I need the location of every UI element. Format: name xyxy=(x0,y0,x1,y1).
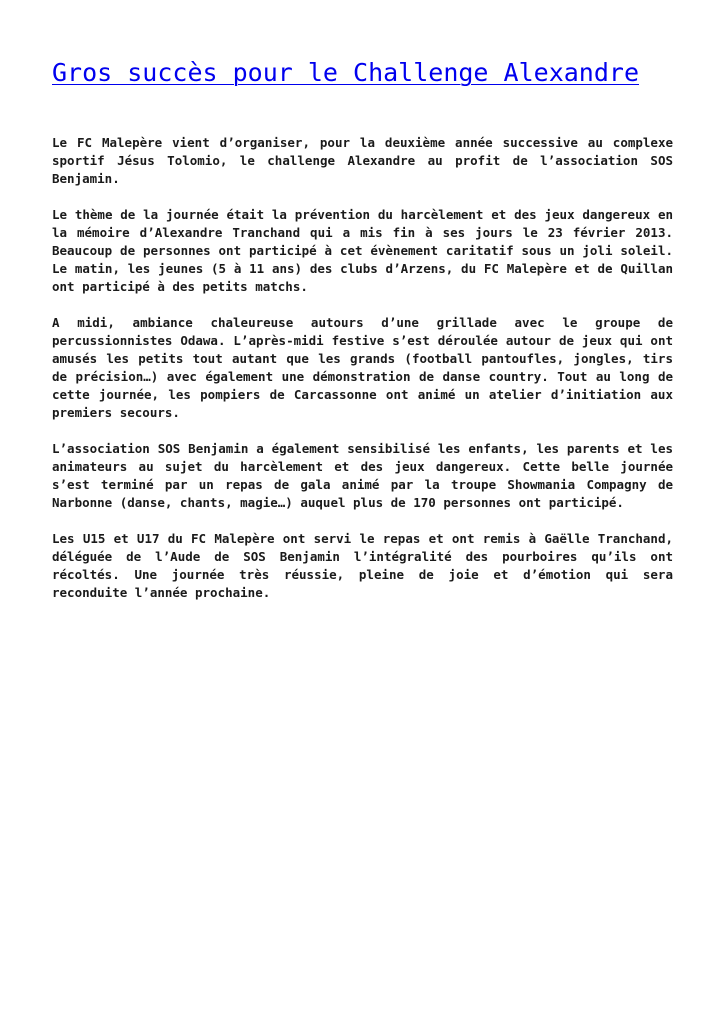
article-paragraph: L’association SOS Benjamin a également sensibilisé les enfants, les parents et les animateurs au sujet du harcèlement et des jeux dangereux. Cette belle journée s’est terminé par un repas de gala animé par la troupe Showmania Compagny de Narbonne (danse, chants, magie…) auquel plus de 170 personnes ont participé. xyxy=(52,441,673,510)
article-paragraph: Les U15 et U17 du FC Malepère ont servi le repas et ont remis à Gaëlle Tranchand, déléguée de l’Aude de SOS Benjamin l’intégralité des pourboires qu’ils ont récoltés. Une journée très réussie, pleine de joie et d’émotion qui sera reconduite l’année prochaine. xyxy=(52,531,673,600)
article-paragraph: Le FC Malepère vient d’organiser, pour la deuxième année successive au complexe sportif Jésus Tolomio, le challenge Alexandre au profit de l’association SOS Benjamin. xyxy=(52,135,673,186)
article-body xyxy=(52,134,673,602)
article-paragraph: Le thème de la journée était la prévention du harcèlement et des jeux dangereux en la mémoire d’Alexandre Tranchand qui a mis fin à ses jours le 23 février 2013. Beaucoup de personnes ont participé à cet évènement caritatif sous un joli soleil. Le matin, les jeunes (5 à 11 ans) des clubs d’Arzens, du FC Malepère et de Quillan ont participé à des petits matchs. xyxy=(52,207,673,294)
article-page xyxy=(52,56,673,620)
article-title-link[interactable]: Gros succès pour le Challenge Alexandre xyxy=(52,58,639,87)
article-paragraph: A midi, ambiance chaleureuse autours d’une grillade avec le groupe de percussionnistes Odawa. L’après-midi festive s’est déroulée autour de jeux qui ont amusés les petits tout autant que les grands (football pantoufles, jongles, tirs de précision…) avec également une démonstration de danse country. Tout au long de cette journée, les pompiers de Carcassonne ont animé un atelier d’initiation aux premiers secours. xyxy=(52,315,673,420)
article-title xyxy=(52,56,673,90)
